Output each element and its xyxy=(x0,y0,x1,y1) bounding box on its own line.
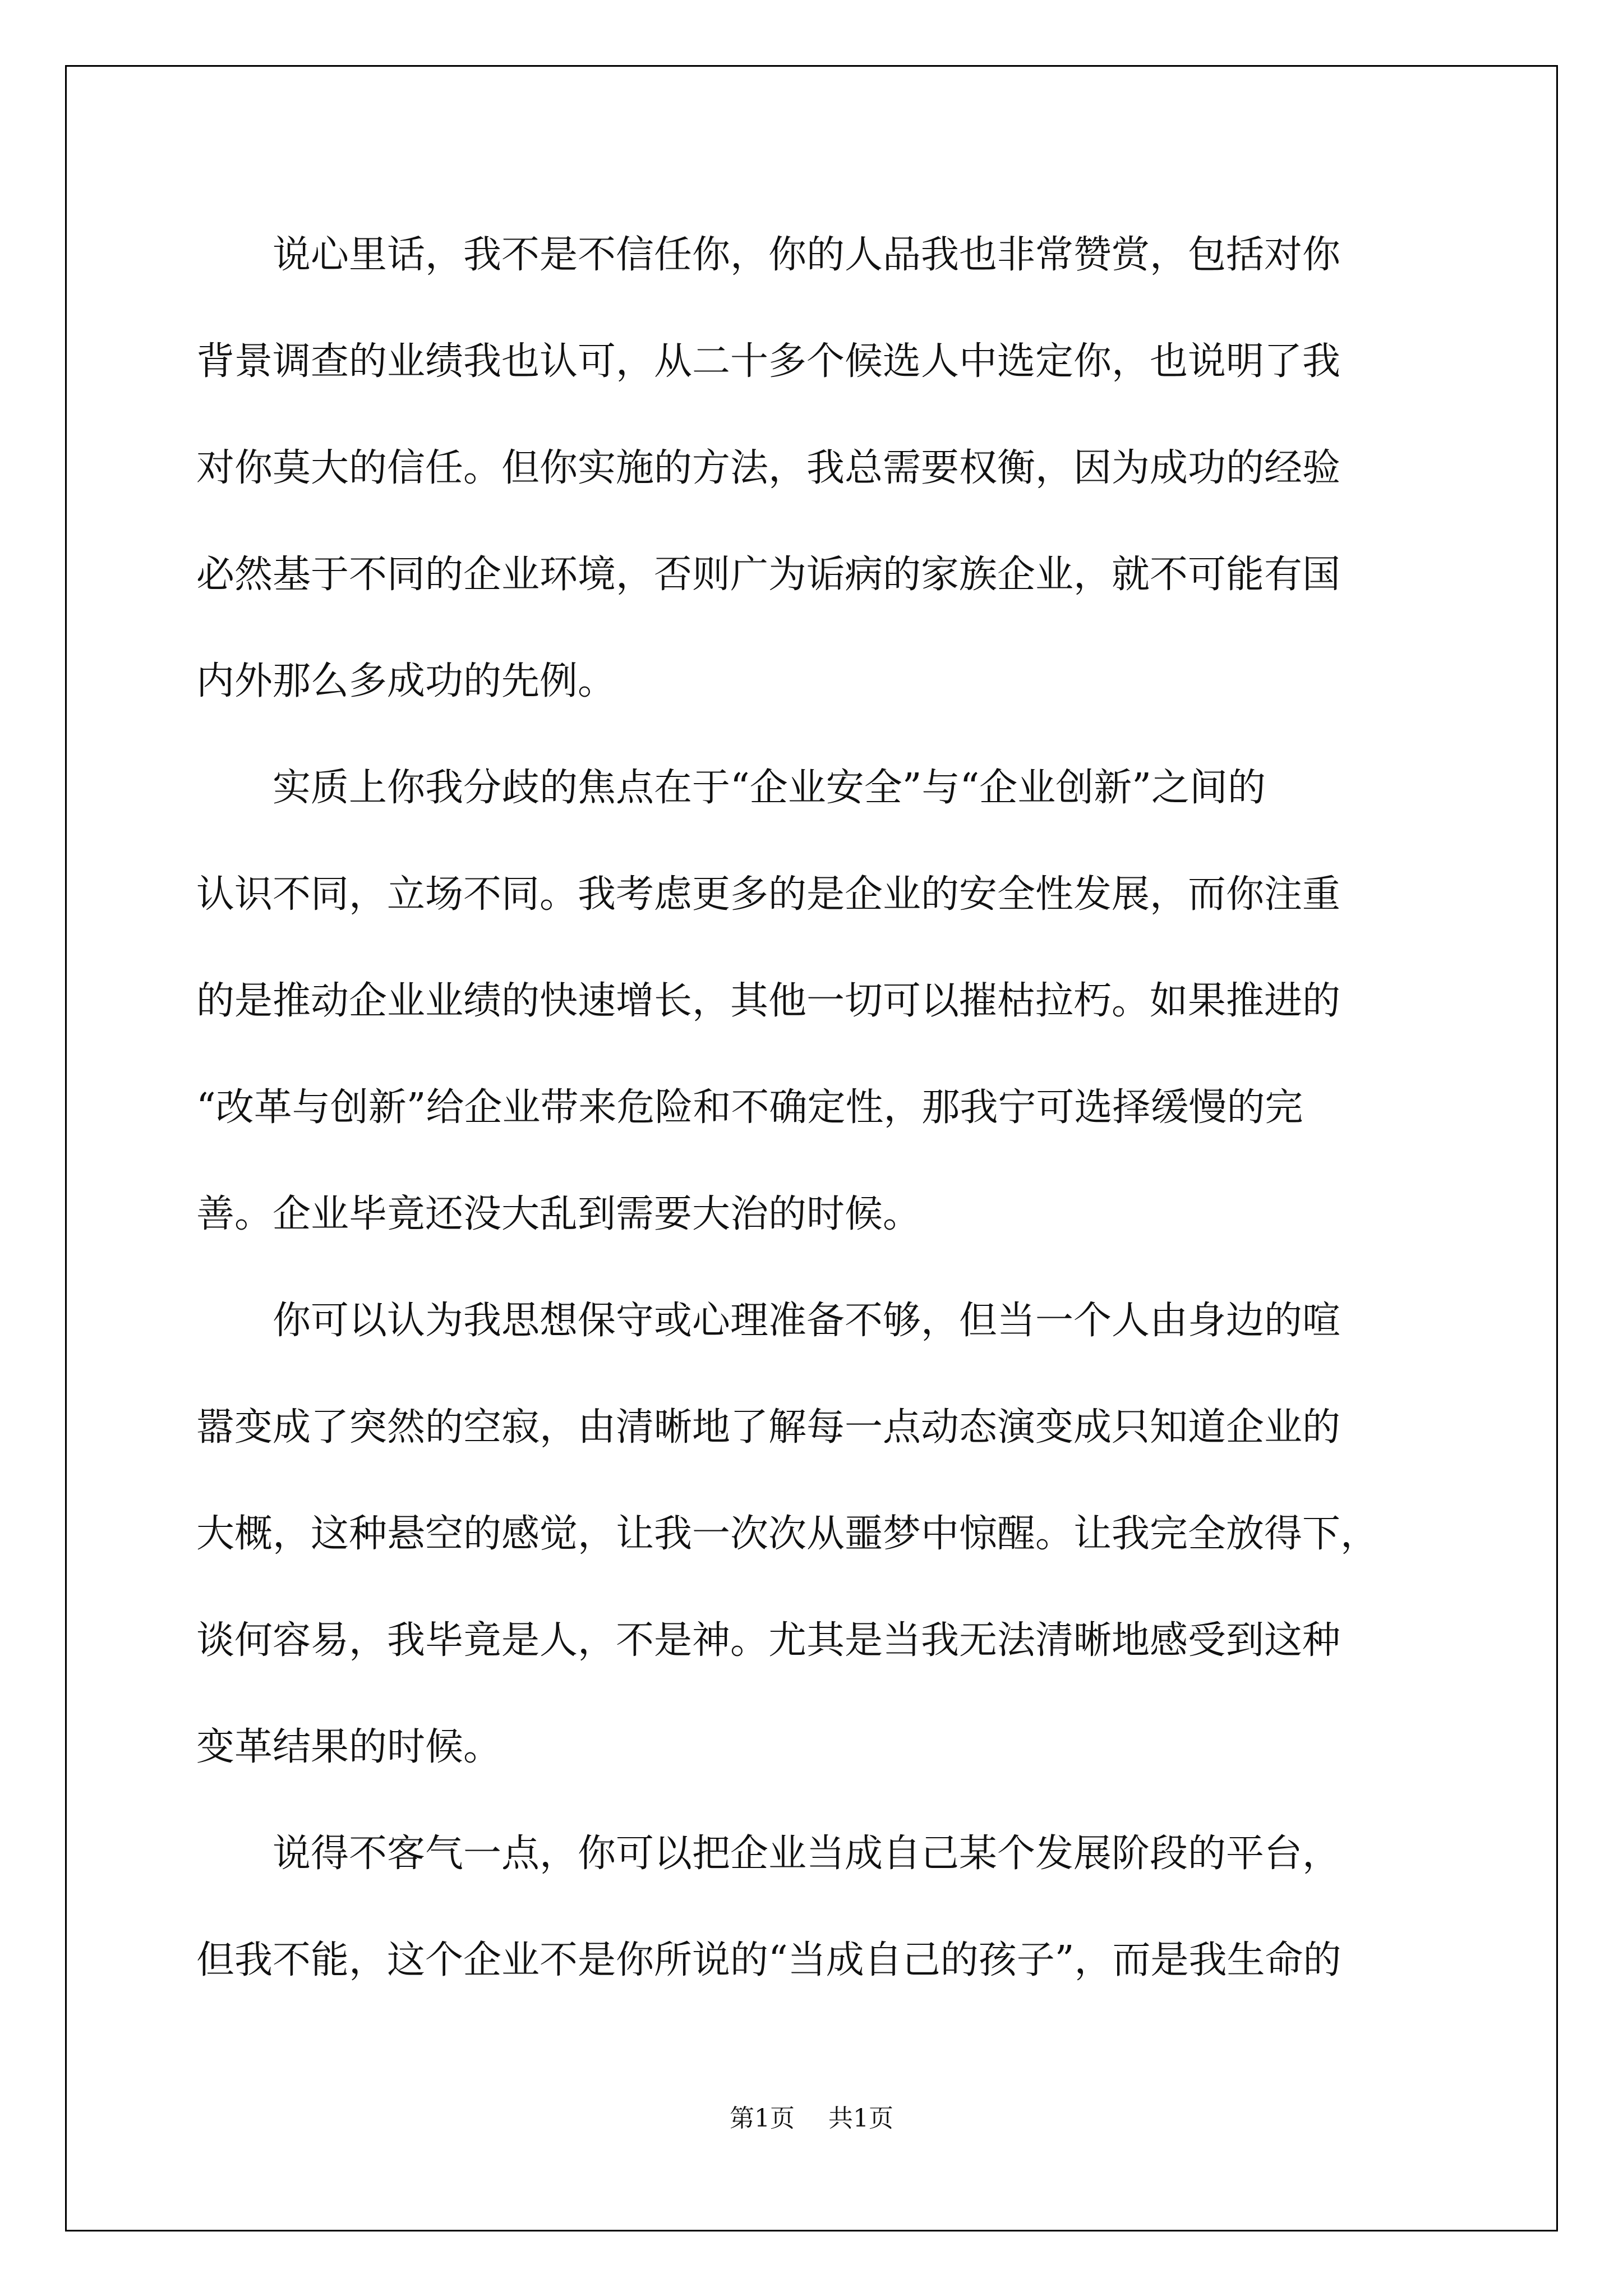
document-body xyxy=(196,202,1430,2014)
page-total: 共1页 xyxy=(828,2104,893,2133)
page-footer xyxy=(0,2098,1623,2134)
paragraph-2: 实质上你我分歧的焦点在于“企业安全”与“企业创新”之间的 认识不同，立场不同。我考虑更多的是企业的安全性发展，而你注重 的是推动企业业绩的快速增长，其他一切可以摧枯拉朽。如果推进的 “改革与创新”给企业带来危险和不确定性，那我宁可选择缓慢的完 善。企业毕竟还没大乱到需要大治的时候。 xyxy=(196,766,1341,1236)
paragraph-3: 你可以认为我思想保守或心理准备不够，但当一个人由身边的喧 嚣变成了突然的空寂，由清晰地了解每一点动态演变成只知道企业的 大概，这种悬空的感觉，让我一次次从噩梦中惊醒。让我完全放得下， 谈何容易，我毕竟是人，不是神。尤其是当我无法清晰地感受到这种 变革结果的时候。 xyxy=(196,1299,1379,1769)
paragraph-1: 说心里话，我不是不信任你，你的人品我也非常赞赏，包括对你 背景调查的业绩我也认可，从二十多个候选人中选定你，也说明了我 对你莫大的信任。但你实施的方法，我总需要权衡，因为成功的经验 必然基于不同的企业环境，否则广为诟病的家族企业，就不可能有国 内外那么多成功的先例。 xyxy=(196,233,1341,703)
page-number: 第1页 xyxy=(730,2104,795,2133)
paragraph-4: 说得不客气一点，你可以把企业当成自己某个发展阶段的平台， 但我不能，这个企业不是你所说的“当成自己的孩子”，而是我生命的 xyxy=(196,1832,1341,1982)
